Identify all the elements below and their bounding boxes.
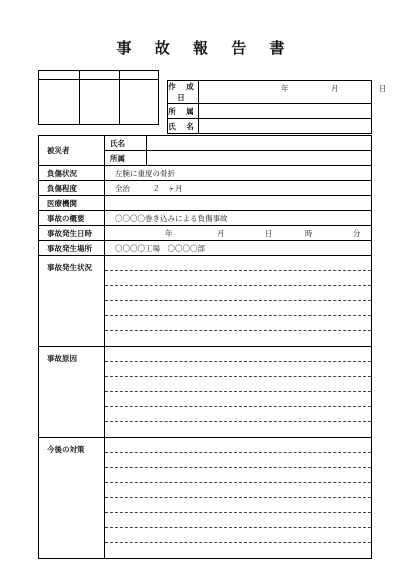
- summary-field[interactable]: 〇〇〇〇巻き込みによる負傷事故: [105, 211, 372, 226]
- datetime-field[interactable]: 年 月 日 時 分: [105, 226, 372, 241]
- report-info-table: [167, 80, 387, 134]
- name-label: 氏 名: [168, 119, 199, 134]
- summary-label: 事故の概要: [39, 211, 105, 226]
- created-date-label: 作 成 日: [168, 82, 198, 102]
- countermeasure-field[interactable]: [105, 438, 372, 559]
- approval-stamp-box: [38, 70, 159, 125]
- cause-label: 事故原因: [39, 347, 105, 438]
- countermeasure-label: 今後の対策: [39, 438, 105, 559]
- medical-label: 医療機関: [39, 196, 105, 211]
- cause-field[interactable]: [105, 347, 372, 438]
- situation-label: 事故発生状況: [39, 256, 105, 347]
- name-field[interactable]: [199, 119, 372, 134]
- dept-field[interactable]: [199, 104, 372, 119]
- datetime-label: 事故発生日時: [39, 226, 105, 241]
- created-date-field[interactable]: 年 月 日: [199, 81, 372, 104]
- victim-name-field[interactable]: [147, 136, 372, 151]
- victim-dept-label: 所属: [105, 151, 147, 166]
- injury-degree-label: 負傷程度: [39, 181, 105, 196]
- report-main-table: [38, 135, 372, 559]
- place-label: 事故発生場所: [39, 241, 105, 256]
- place-field[interactable]: 〇〇〇〇工場 〇〇〇〇部: [105, 241, 372, 256]
- victim-dept-field[interactable]: [147, 151, 372, 166]
- medical-field[interactable]: [105, 196, 372, 211]
- injury-status-field[interactable]: 左腕に重度の骨折: [105, 166, 372, 181]
- dept-label: 所 属: [168, 104, 199, 119]
- injury-degree-field[interactable]: 全治 ２ ヶ月: [105, 181, 372, 196]
- situation-field[interactable]: [105, 256, 372, 347]
- victim-label: 被災者: [39, 136, 105, 166]
- injury-status-label: 負傷状況: [39, 166, 105, 181]
- victim-name-label: 氏名: [105, 136, 147, 151]
- document-title: 事 故 報 告 書: [116, 39, 294, 57]
